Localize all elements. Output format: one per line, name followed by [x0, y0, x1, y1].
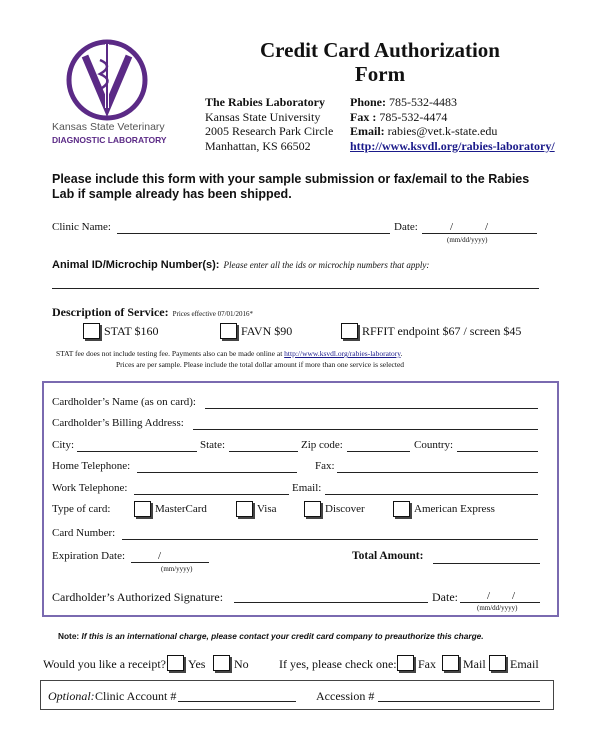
card-email-label: Email: [292, 482, 322, 494]
sig-date-hint: (mm/dd/yyyy) [477, 604, 518, 612]
lab-url-link[interactable]: http://www.ksvdl.org/rabies-laboratory/ [350, 138, 555, 153]
sig-date-label: Date: [432, 590, 458, 604]
instruction [52, 172, 529, 202]
page-title [230, 38, 530, 86]
billing-label: Cardholder’s Billing Address: [52, 417, 184, 429]
receipt-email-checkbox[interactable] [489, 655, 506, 671]
accession-field[interactable] [378, 701, 540, 702]
lab-address [205, 95, 333, 153]
card-number-field[interactable] [122, 539, 538, 540]
sig-date-field[interactable] [460, 602, 540, 603]
mastercard-label: MasterCard [155, 503, 207, 515]
fee-note [56, 348, 404, 370]
instruction-line1: Please include this form with your sample submission or fax/email to the Rabies [52, 172, 530, 186]
amex-label: American Express [414, 503, 495, 515]
holder-name-label: Cardholder’s Name (as on card): [52, 396, 196, 408]
clinic-name-label: Clinic Name: [52, 221, 111, 233]
receipt-check-one: If yes, please check one: [279, 657, 397, 671]
signature-label: Cardholder’s Authorized Signature: [52, 590, 224, 604]
clinic-name-field[interactable] [117, 233, 390, 234]
receipt-email-label: Email [510, 657, 539, 671]
logo-line2: DIAGNOSTIC LABORATORY [52, 135, 167, 145]
home-phone-label: Home Telephone: [52, 460, 131, 472]
phone-value: 785-532-4483 [389, 95, 457, 109]
receipt-no-label: No [234, 657, 249, 671]
service-note: Prices effective 07/01/2016* [172, 310, 253, 318]
stat-checkbox[interactable] [83, 323, 100, 339]
city-label: City: [52, 439, 75, 451]
home-phone-field[interactable] [137, 472, 297, 473]
receipt-no-checkbox[interactable] [213, 655, 230, 671]
exp-slash: / [158, 550, 162, 562]
rffit-checkbox[interactable] [341, 323, 358, 339]
sig-date-slash: / [512, 590, 516, 602]
card-number-label: Card Number: [52, 527, 116, 539]
address-line1: Kansas State University [205, 109, 321, 124]
work-phone-field[interactable] [134, 494, 289, 495]
clinic-date-hint: (mm/dd/yyyy) [447, 236, 488, 244]
phone-label: Phone: [350, 95, 386, 109]
international-note [58, 631, 484, 641]
optional-label: Optional: [48, 689, 95, 703]
favn-label: FAVN $90 [241, 324, 293, 338]
city-field[interactable] [77, 451, 197, 452]
clinic-date-field[interactable] [422, 233, 537, 234]
mastercard-checkbox[interactable] [134, 501, 151, 517]
note-text: If this is an international charge, please contact your credit card company to preauthorize this charge. [81, 631, 484, 641]
favn-checkbox[interactable] [220, 323, 237, 339]
billing-field[interactable] [193, 429, 538, 430]
visa-label: Visa [257, 503, 277, 515]
card-fax-label: Fax: [315, 460, 335, 472]
signature-field[interactable] [234, 602, 428, 603]
country-field[interactable] [457, 451, 538, 452]
receipt-fax-label: Fax [418, 657, 436, 671]
logo [50, 38, 180, 148]
lab-contact [350, 95, 555, 153]
visa-checkbox[interactable] [236, 501, 253, 517]
clinic-account-field[interactable] [178, 701, 296, 702]
logo-line1: Kansas State Veterinary [52, 121, 165, 133]
card-email-field[interactable] [325, 494, 538, 495]
receipt-yes-checkbox[interactable] [167, 655, 184, 671]
clinic-date-label: Date: [394, 221, 418, 233]
fax-value: 785-532-4474 [379, 109, 448, 124]
zip-field[interactable] [347, 451, 410, 452]
clinic-account-label: Clinic Account # [95, 689, 177, 703]
receipt-mail-label: Mail [463, 657, 486, 671]
state-label: State: [200, 439, 226, 451]
fee-note-text: STAT fee does not include testing fee. Payments also can be made online at [56, 349, 285, 358]
address-line3: Manhattan, KS 66502 [205, 138, 311, 153]
expiration-field[interactable] [131, 562, 209, 563]
state-field[interactable] [229, 451, 298, 452]
fee-note-period: . [400, 349, 403, 358]
rffit-label: RFFIT endpoint $67 / screen $45 [362, 324, 522, 338]
sig-date-slash: / [487, 590, 491, 602]
date-slash: / [485, 221, 489, 233]
receipt-yes-label: Yes [188, 657, 206, 671]
date-slash: / [450, 221, 454, 233]
fax-label: Fax : [350, 109, 377, 124]
animal-id-field[interactable] [52, 288, 539, 289]
service-row [52, 303, 253, 321]
total-amount-label: Total Amount: [352, 550, 424, 562]
accession-label: Accession # [316, 689, 375, 703]
holder-name-field[interactable] [205, 408, 538, 409]
lab-name: The Rabies Laboratory [205, 95, 325, 109]
service-label: Description of Service: [52, 305, 169, 319]
note-label: Note: [58, 631, 80, 641]
expiration-label: Expiration Date: [52, 550, 126, 562]
title-line2: Form [354, 62, 406, 86]
total-amount-field[interactable] [433, 563, 540, 564]
fee-note-link[interactable]: http://www.ksvdl.org/rabies-laboratory [284, 349, 401, 358]
zip-label: Zip code: [301, 439, 343, 451]
amex-checkbox[interactable] [393, 501, 410, 517]
discover-checkbox[interactable] [304, 501, 321, 517]
instruction-line2: Lab if sample already has been shipped. [52, 187, 292, 201]
work-phone-label: Work Telephone: [52, 482, 128, 494]
discover-label: Discover [325, 503, 365, 515]
expiration-hint: (mm/yyyy) [161, 565, 193, 573]
animal-id-hint: Please enter all the ids or microchip numbers that apply: [223, 260, 430, 270]
email-value: rabies@vet.k-state.edu [387, 124, 498, 138]
card-fax-field[interactable] [337, 472, 538, 473]
address-line2: 2005 Research Park Circle [205, 124, 334, 138]
stat-label: STAT $160 [104, 324, 159, 338]
animal-id-row [52, 255, 429, 273]
animal-id-label: Animal ID/Microchip Number(s): [52, 259, 220, 271]
receipt-fax-checkbox[interactable] [397, 655, 414, 671]
vet-caduceus-icon [50, 38, 180, 123]
receipt-question: Would you like a receipt? [43, 657, 166, 671]
title-line1: Credit Card Authorization [260, 38, 500, 62]
email-label: Email: [350, 124, 385, 138]
country-label: Country: [414, 439, 454, 451]
fee-note-line2: Prices are per sample. Please include the total dollar amount if more than one service is selected [116, 360, 405, 369]
card-type-label: Type of card: [52, 503, 111, 515]
receipt-mail-checkbox[interactable] [442, 655, 459, 671]
